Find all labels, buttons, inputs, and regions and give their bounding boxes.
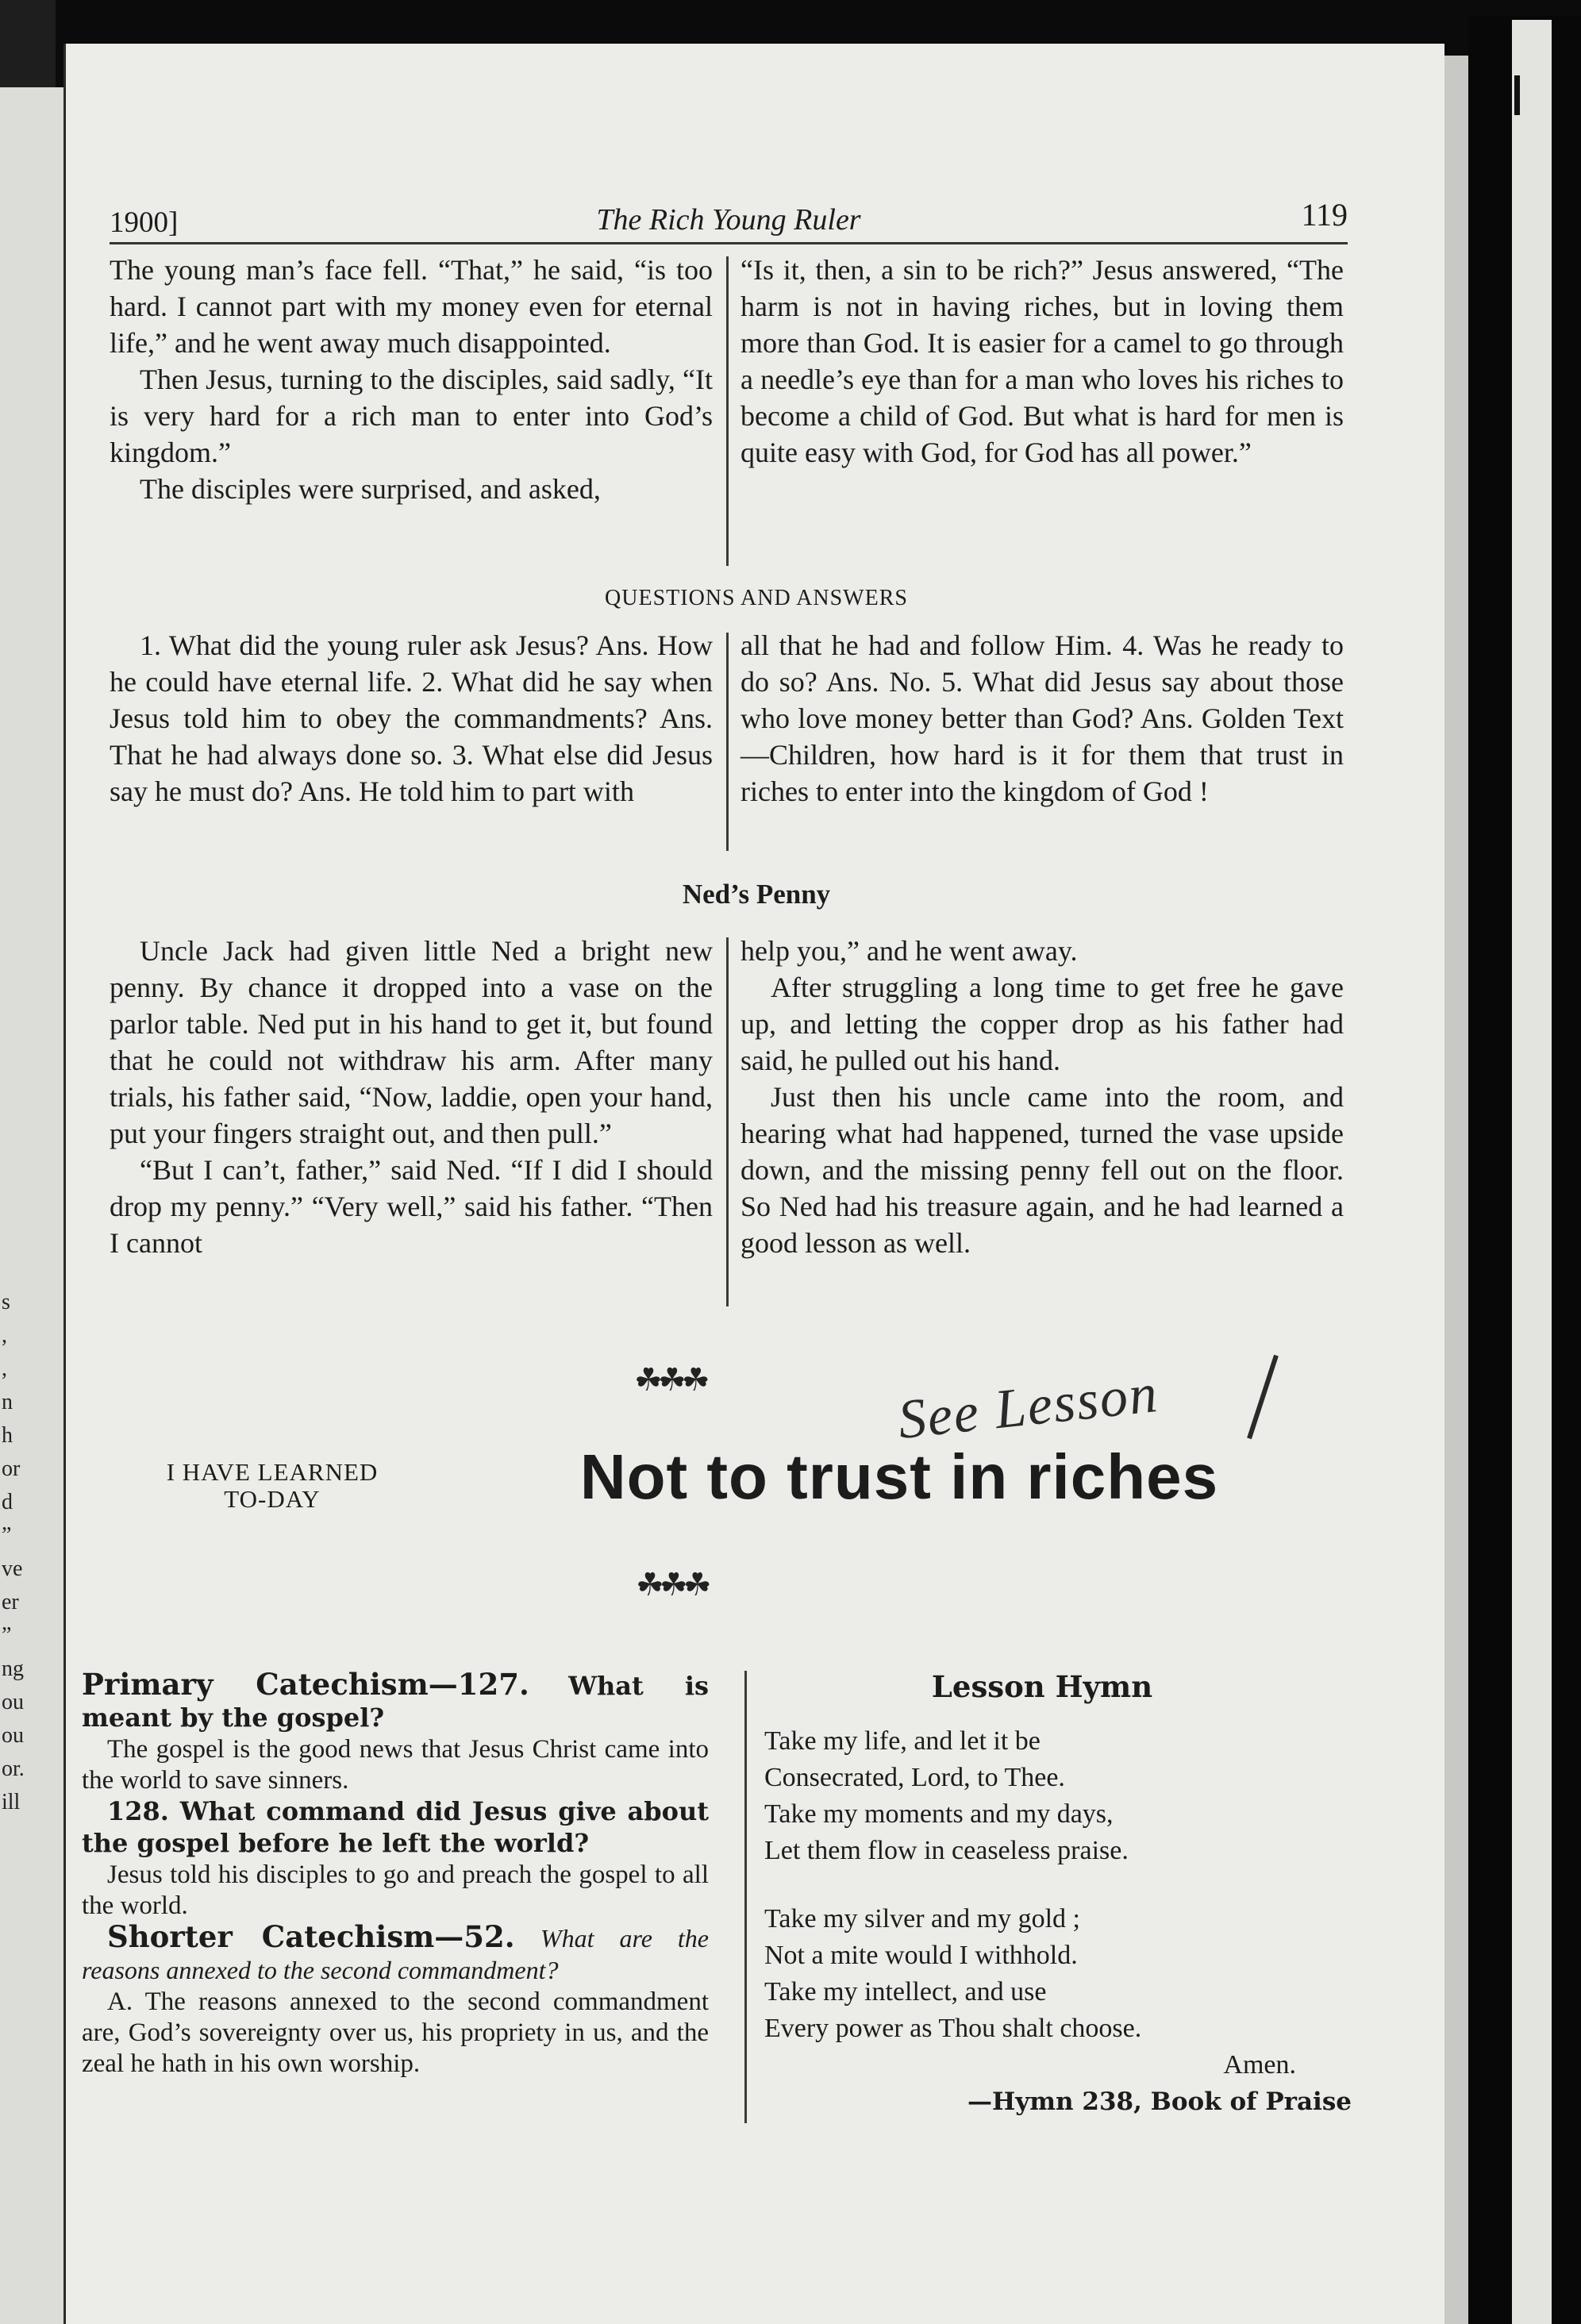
story-paragraph: The young man’s face fell. “That,” he said, “is too hard. I cannot part with my money even for eternal life,” and he went away much disappointed. bbox=[110, 254, 713, 359]
page-stack-edge bbox=[1444, 56, 1468, 2324]
column-divider bbox=[726, 937, 729, 1306]
catechism-section bbox=[82, 1669, 709, 2080]
catechism-answer: The gospel is the good news that Jesus Christ came into the world to save sinners. bbox=[82, 1735, 709, 1795]
hymn-line: Take my intellect, and use bbox=[764, 1977, 1047, 2007]
catechism-question: 128. What command did Jesus give about the gospel before he left the world? bbox=[82, 1796, 709, 1858]
learned-phrase: Not to trust in riches bbox=[579, 1441, 1219, 1512]
qa-text: 1. What did the young ruler ask Jesus? Ans. How he could have eternal life. 2. What did he say when Jesus told him to obey the commandments? Ans. That he had always done so. 3. What else did Jesus say he must do? Ans. He told him to part with bbox=[110, 629, 713, 807]
book-cover-edge bbox=[1512, 20, 1552, 2324]
previous-page-fragment: ” bbox=[2, 1623, 12, 1648]
story-paragraph: “But I can’t, father,” said Ned. “If I did I should drop my penny.” “Very well,” said his father. “Then I cannot bbox=[110, 1154, 713, 1259]
hymn-line: Take my life, and let it be bbox=[764, 1726, 1041, 1756]
qa-right-column bbox=[740, 627, 1344, 810]
column-divider bbox=[726, 256, 729, 566]
story-paragraph: Uncle Jack had given little Ned a bright new penny. By chance it dropped into a vase on the parlor table. Ned put in his hand to get it, but found that he could not withdraw his arm. After many trials, his father said, “Now, laddie, open your hand, put your fingers straight out, and then pull.” bbox=[110, 935, 713, 1149]
learned-label-line: TO-DAY bbox=[224, 1485, 321, 1513]
learned-label bbox=[98, 1459, 447, 1513]
previous-page-fragment: d bbox=[2, 1490, 13, 1514]
ornament-icon: ☘☘☘ bbox=[636, 1567, 707, 1603]
previous-page-fragment: ng bbox=[2, 1656, 24, 1681]
running-title: The Rich Young Ruler bbox=[596, 203, 861, 237]
book-page bbox=[63, 44, 1444, 2324]
lesson-hymn bbox=[764, 1723, 1352, 2120]
catechism-question: What are the reasons annexed to the second commandment? bbox=[82, 1924, 709, 1984]
qa-left-column bbox=[110, 627, 713, 810]
hymn-source: —Hymn 238, Book of Praise bbox=[967, 2087, 1352, 2116]
neds-penny-title: Ned’s Penny bbox=[682, 879, 831, 910]
neds-penny-right-column bbox=[740, 933, 1344, 1261]
previous-page-fragment: or bbox=[2, 1456, 21, 1481]
previous-page-fragment: n bbox=[2, 1390, 13, 1414]
handwritten-mark bbox=[1247, 1355, 1279, 1439]
previous-page-edge bbox=[0, 87, 63, 2324]
hymn-line: Every power as Thou shalt choose. bbox=[764, 2014, 1142, 2043]
handwritten-note: See Lesson bbox=[894, 1363, 1162, 1451]
previous-page-fragment: h bbox=[2, 1423, 13, 1448]
story-paragraph: The disciples were surprised, and asked, bbox=[140, 473, 601, 505]
learned-label-line: I HAVE LEARNED bbox=[166, 1458, 379, 1486]
hymn-line: Take my moments and my days, bbox=[764, 1799, 1114, 1829]
previous-page-fragment: s bbox=[2, 1290, 10, 1314]
shorter-catechism-heading: Shorter Catechism—52. bbox=[107, 1919, 515, 1954]
qa-text: all that he had and follow Him. 4. Was he ready to do so? Ans. No. 5. What did Jesus say about those who love money better than God? Ans. Golden Text—Children, how hard is it for them that trust in riches to enter into the kingdom of God ! bbox=[740, 629, 1344, 807]
story-paragraph: After struggling a long time to get free he gave up, and letting the copper drop as his father had said, he pulled out his hand. bbox=[740, 972, 1344, 1076]
previous-page-fragment: er bbox=[2, 1590, 19, 1614]
previous-page-fragment: ill bbox=[2, 1790, 21, 1814]
previous-page-fragment: ou bbox=[2, 1690, 24, 1714]
running-head bbox=[110, 197, 1348, 244]
hymn-line: Not a mite would I withhold. bbox=[764, 1941, 1078, 1970]
hymn-line: Let them flow in ceaseless praise. bbox=[764, 1836, 1129, 1865]
column-divider bbox=[744, 1671, 747, 2123]
catechism-question: What is meant by the gospel? bbox=[82, 1671, 709, 1733]
page-number: 119 bbox=[1301, 197, 1348, 233]
neds-penny-left-column bbox=[110, 933, 713, 1261]
previous-page-fragment: ” bbox=[2, 1523, 12, 1548]
previous-page-fragment: or. bbox=[2, 1756, 25, 1781]
previous-page-text-fragments bbox=[2, 1286, 33, 1819]
previous-page-fragment: , bbox=[2, 1323, 7, 1348]
edge-mark bbox=[1514, 75, 1520, 115]
previous-page-fragment: ou bbox=[2, 1723, 24, 1748]
story-paragraph: help you,” and he went away. bbox=[740, 935, 1078, 967]
catechism-answer: A. The reasons annexed to the second commandment are, God’s sovereignty over us, his propriety in us, and the zeal he hath in his own worship. bbox=[82, 1987, 709, 2078]
hymn-line: Take my silver and my gold ; bbox=[764, 1904, 1080, 1933]
previous-page-fragment: , bbox=[2, 1356, 7, 1381]
ornament-icon: ☘☘☘ bbox=[634, 1362, 706, 1398]
previous-page-fragment: ve bbox=[2, 1556, 23, 1581]
hymn-amen: Amen. bbox=[1223, 2050, 1296, 2080]
story-paragraph: “Is it, then, a sin to be rich?” Jesus answered, “The harm is not in having riches, but in loving them more than God. It is easier for a camel to go through a needle’s eye than for a man who loves his riches to become a child of God. But what is hard for men is quite easy with God, for God has all power.” bbox=[740, 254, 1344, 468]
catechism-answer: Jesus told his disciples to go and preach the gospel to all the world. bbox=[82, 1860, 709, 1920]
qa-heading: QUESTIONS AND ANSWERS bbox=[605, 586, 908, 610]
hymn-title: Lesson Hymn bbox=[931, 1669, 1153, 1704]
story-left-column bbox=[110, 252, 713, 507]
story-paragraph: Then Jesus, turning to the disciples, said sadly, “It is very hard for a rich man to enter into God’s kingdom.” bbox=[110, 364, 713, 468]
story-right-column bbox=[740, 252, 1344, 471]
hymn-line: Consecrated, Lord, to Thee. bbox=[764, 1763, 1065, 1792]
primary-catechism-heading: Primary Catechism—127. bbox=[82, 1667, 529, 1702]
column-divider bbox=[726, 633, 729, 851]
story-paragraph: Just then his uncle came into the room, and hearing what had happened, turned the vase upside down, and the missing penny fell out on the floor. So Ned had his treasure again, and he had learned a good lesson as well. bbox=[740, 1081, 1344, 1259]
page-year: 1900] bbox=[110, 206, 179, 239]
